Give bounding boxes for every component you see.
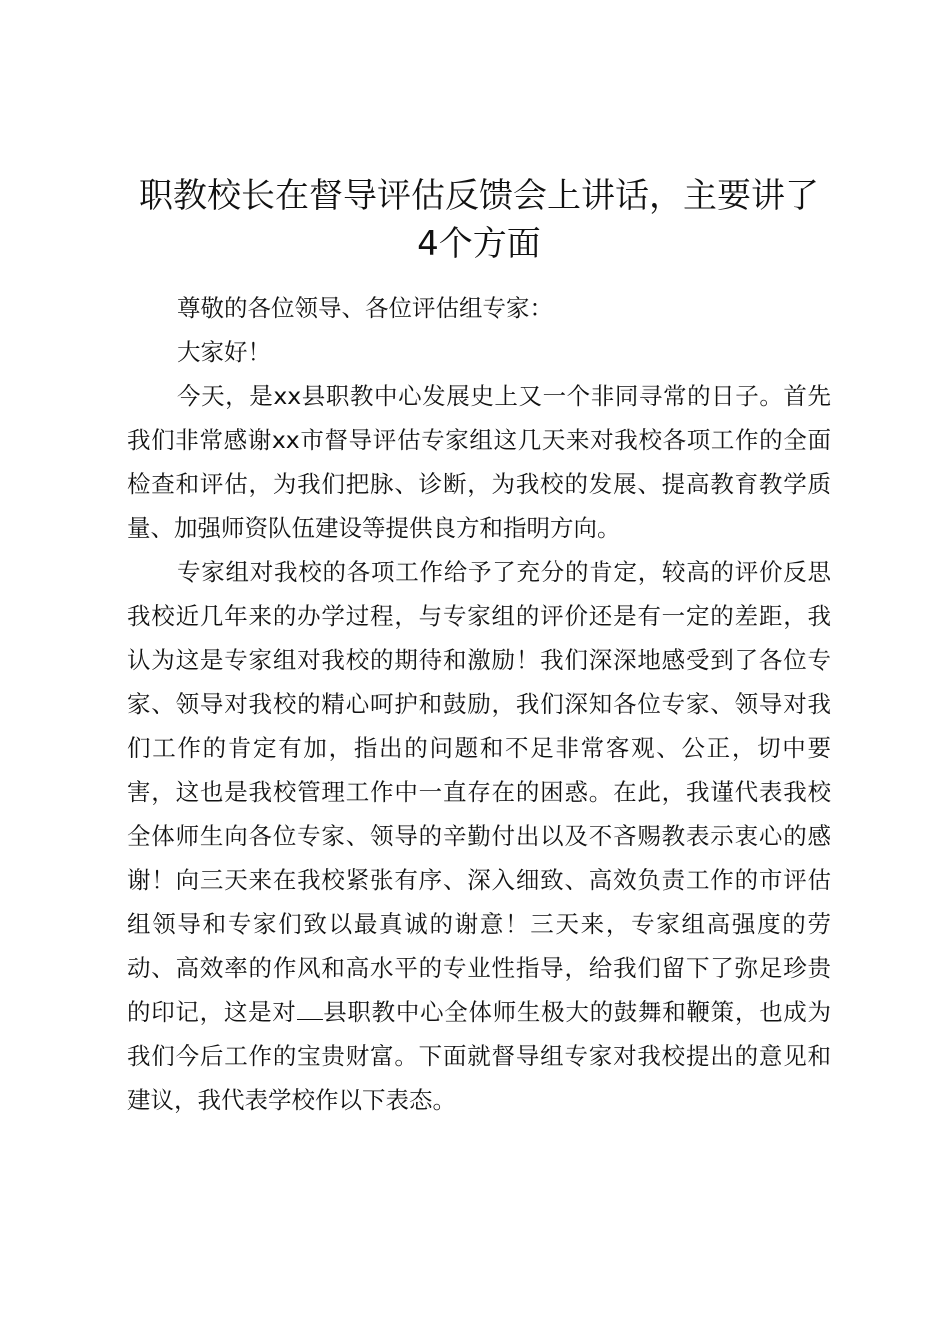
document-title: 职教校长在督导评估反馈会上讲话，主要讲了 4个方面 (139, 176, 819, 264)
paragraph-2-part-2: 县职教中心全体师生极大的鼓舞和鞭策，也成为我们今后工作的宝贵财富。下面就督导组专家对我校提出的意见和建议，我代表学校作以下表态。 (127, 998, 831, 1114)
paragraph-2 (127, 550, 831, 1122)
greeting: 尊敬的各位领导、各位评估组专家： (177, 294, 553, 322)
paragraph-1: 今天，是xx县职教中心发展史上又一个非同寻常的日子。首先我们非常感谢xx市督导评估专家组这几天来对我校各项工作的全面检查和评估，为我们把脉、诊断，为我校的发展、提高教育教学质量、加强师资队伍建设等提供良方和指明方向。 (127, 382, 831, 542)
paragraph-2-part-1: 专家组对我校的各项工作给予了充分的肯定，较高的评价反思我校近几年来的办学过程，与专家组的评价还是有一定的差距，我认为这是专家组对我校的期待和激励！我们深深地感受到了各位专家、领导对我校的精心呵护和鼓励，我们深知各位专家、领导对我们工作的肯定有加，指出的问题和不足非常客观、公正，切中要害，这也是我校管理工作中一直存在的困惑。在此，我谨代表我校全体师生向各位专家、领导的辛勤付出以及不吝赐教表示衷心的感谢！向三天来在我校紧张有序、深入细致、高效负责工作的市评估组领导和专家们致以最真诚的谢意！三天来，专家组高强度的劳动、高效率的作风和高水平的专业性指导，给我们留下了弥足珍贵的印记，这是对 (127, 558, 831, 1026)
hello-line: 大家好！ (177, 338, 271, 366)
fill-in-blank (297, 997, 323, 1020)
